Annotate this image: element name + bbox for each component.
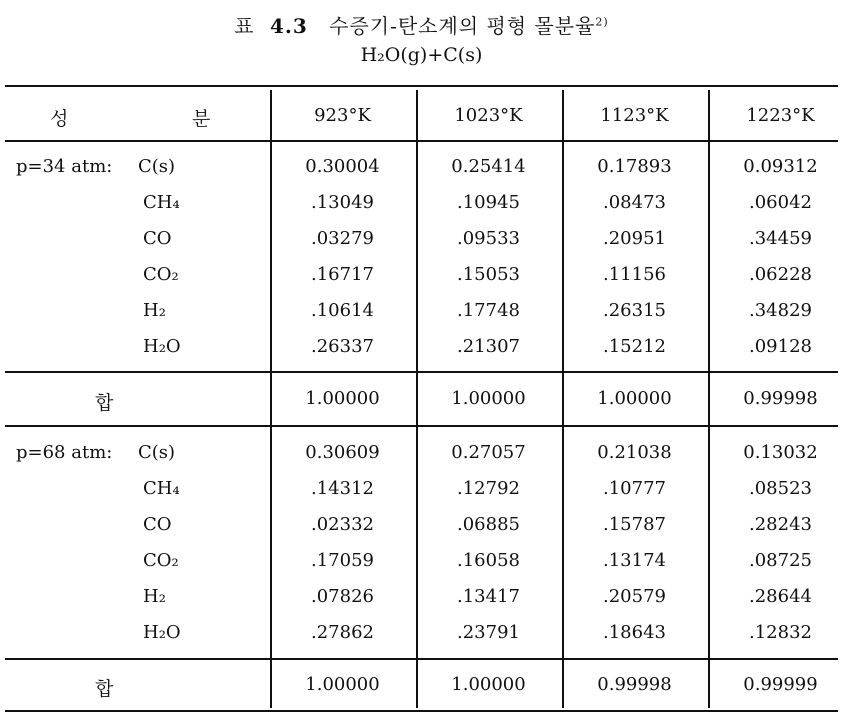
table-cell: .12832 — [749, 622, 812, 643]
table-cell: .20579 — [603, 586, 666, 607]
header-component-b: 분 — [192, 108, 211, 130]
table-cell: .17059 — [311, 550, 374, 571]
component-label: H₂O — [143, 622, 181, 643]
total-cell: 1.00000 — [305, 388, 380, 409]
component-label: CO₂ — [143, 264, 179, 285]
table-cell: 0.21038 — [597, 442, 672, 463]
table-cell: 0.30609 — [305, 442, 380, 463]
table-cell: .26315 — [603, 300, 666, 321]
total-cell: 1.00000 — [597, 388, 672, 409]
component-label: C(s) — [138, 442, 176, 463]
component-label: H₂ — [143, 300, 166, 321]
table-cell: .26337 — [311, 336, 374, 357]
table-cell: 0.13032 — [743, 442, 818, 463]
table-cell: .21307 — [457, 336, 520, 357]
table-cell: 0.17893 — [597, 156, 672, 177]
table-cell: .34459 — [749, 228, 812, 249]
title-text: 수증기-탄소계의 평형 몰분율 — [329, 14, 596, 38]
table-cell: .28644 — [749, 586, 812, 607]
table-cell: .08725 — [749, 550, 812, 571]
table-cell: .16058 — [457, 550, 520, 571]
table-cell: .02332 — [311, 514, 374, 535]
table-cell: .03279 — [311, 228, 374, 249]
rule-sum1-top — [5, 371, 838, 373]
component-label: H₂O — [143, 336, 181, 357]
table-cell: .09533 — [457, 228, 520, 249]
table-cell: .07826 — [311, 586, 374, 607]
table-cell: .11156 — [603, 264, 666, 285]
header-temp-1123: 1123°K — [600, 105, 669, 126]
table-cell: .34829 — [749, 300, 812, 321]
table-cell: 0.27057 — [451, 442, 526, 463]
rule-sum2-top — [5, 658, 838, 660]
table-cell: .08473 — [603, 192, 666, 213]
table-cell: .06228 — [749, 264, 812, 285]
table-cell: 0.30004 — [305, 156, 380, 177]
component-label: CO₂ — [143, 550, 179, 571]
table-cell: .17748 — [457, 300, 520, 321]
rule-sum1-bottom — [5, 425, 838, 427]
total-cell: 0.99998 — [597, 674, 672, 695]
table-cell: .10777 — [603, 478, 666, 499]
table-subtitle: H₂O(g)+C(s) — [360, 44, 483, 66]
table-cell: .10945 — [457, 192, 520, 213]
total-cell: 1.00000 — [305, 674, 380, 695]
table-cell: .13049 — [311, 192, 374, 213]
component-label: CO — [143, 228, 172, 249]
table-cell: .16717 — [311, 264, 374, 285]
pressure-label: p=68 atm: — [16, 442, 113, 463]
title-number: 4.3 — [269, 14, 308, 38]
component-label: C(s) — [138, 156, 176, 177]
table-title — [0, 10, 843, 39]
table-cell: .13174 — [603, 550, 666, 571]
table-cell: 0.09312 — [743, 156, 818, 177]
total-cell: 0.99998 — [743, 388, 818, 409]
total-cell: 1.00000 — [451, 388, 526, 409]
table-cell: .27862 — [311, 622, 374, 643]
table-cell: .23791 — [457, 622, 520, 643]
table-cell: .08523 — [749, 478, 812, 499]
sum-label: 합 — [95, 392, 114, 414]
table-cell: .09128 — [749, 336, 812, 357]
table-cell: .28243 — [749, 514, 812, 535]
table-cell: .15212 — [603, 336, 666, 357]
rule-top — [5, 85, 838, 87]
component-label: CH₄ — [143, 192, 180, 213]
table-cell: .14312 — [311, 478, 374, 499]
sum-label: 합 — [95, 678, 114, 700]
rule-header — [5, 140, 838, 142]
table-cell: 0.25414 — [451, 156, 526, 177]
header-temp-1223: 1223°K — [746, 105, 815, 126]
total-cell: 0.99999 — [743, 674, 818, 695]
title-footnote: 2) — [595, 15, 609, 29]
pressure-label: p=34 atm: — [16, 156, 113, 177]
table-cell: .13417 — [457, 586, 520, 607]
header-component-a: 성 — [50, 108, 69, 130]
table-cell: .15053 — [457, 264, 520, 285]
total-cell: 1.00000 — [451, 674, 526, 695]
table-cell: .10614 — [311, 300, 374, 321]
rule-bottom — [5, 710, 838, 712]
header-temp-1023: 1023°K — [454, 105, 523, 126]
component-label: CO — [143, 514, 172, 535]
title-prefix: 표 — [234, 14, 255, 38]
component-label: CH₄ — [143, 478, 180, 499]
table-cell: .06042 — [749, 192, 812, 213]
component-label: H₂ — [143, 586, 166, 607]
header-temp-923: 923°K — [314, 105, 371, 126]
table-cell: .15787 — [603, 514, 666, 535]
table-cell: .12792 — [457, 478, 520, 499]
table-cell: .18643 — [603, 622, 666, 643]
table-cell: .06885 — [457, 514, 520, 535]
table-cell: .20951 — [603, 228, 666, 249]
